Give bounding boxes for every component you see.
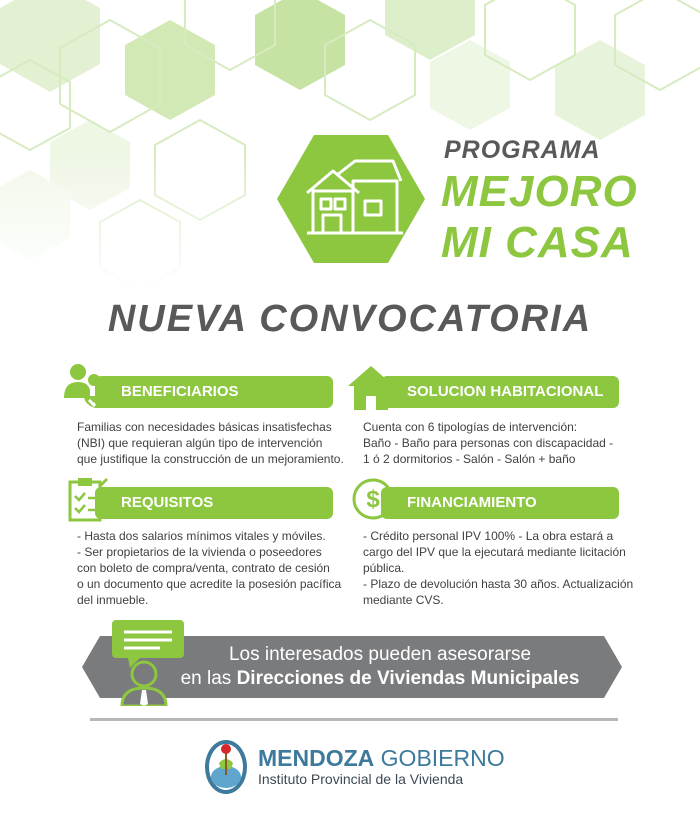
svg-text:$: $ [366,486,380,513]
requisitos-label: REQUISITOS [95,487,333,519]
solucion-description [363,419,633,467]
banner-line1: Los interesados pueden asesorarse [228,644,532,665]
requisitos-line: - Ser propietarios de la vivienda o poseedores [77,545,322,559]
financiamiento-line: cargo del IPV que la ejecutará mediante licitación [363,545,626,559]
requisitos-line: o un documento que acredite la posesión pacífica [77,577,342,591]
banner-line2-bold: Direcciones de Viviendas Municipales [236,668,580,689]
financiamiento-line: - Plazo de devolución hasta 30 años. Actualización [363,577,634,591]
financiamiento-line: - Crédito personal IPV 100% - La obra estará a [363,529,614,543]
solucion-line: Baño - Baño para personas con discapacidad - [363,436,614,450]
financiamiento-line: mediante CVS. [363,593,444,607]
mendoza-shield-icon [203,735,249,795]
solucion-line: Cuenta con 6 tipologías de intervención: [363,420,578,434]
beneficiarios-description [77,419,347,467]
headline: NUEVA CONVOCATORIA [107,298,593,340]
house-hexagon-icon [277,135,425,263]
beneficiarios-line: Familias con necesidades básicas insatisfechas [77,420,332,434]
beneficiarios-line: (NBI) que requieran algún tipo de intervención [77,436,323,450]
requisitos-line: - Hasta dos salarios mínimos vitales y móviles. [77,529,326,543]
program-title-line1: MEJORO [441,167,638,216]
contact-banner-text [150,643,610,691]
financiamiento-line: pública. [363,561,405,575]
program-label: PROGRAMA [444,136,601,164]
program-title-line2: MI CASA [441,218,634,267]
requisitos-description [77,528,347,608]
beneficiarios-label: BENEFICIARIOS [95,376,333,408]
financiamiento-description [363,528,638,608]
brand-name-regular: GOBIERNO [374,745,505,771]
brand-subtitle: Instituto Provincial de la Vivienda [258,771,464,787]
solucion-label: SOLUCION HABITACIONAL [381,376,619,408]
requisitos-line: con boleto de compra/venta, contrato de cesión [77,561,330,575]
financiamiento-label: FINANCIAMIENTO [381,487,619,519]
solucion-line: 1 ó 2 dormitorios - Salón - Salón + baño [363,452,576,466]
brand-name [258,745,505,772]
banner-line2-prefix: en las [180,668,237,689]
banner-line2 [150,667,610,691]
brand-name-bold: MENDOZA [258,745,375,771]
requisitos-line: del inmueble. [77,593,149,607]
divider [90,718,618,721]
beneficiarios-line: que justifique la construcción de un mejoramiento. [77,452,344,466]
